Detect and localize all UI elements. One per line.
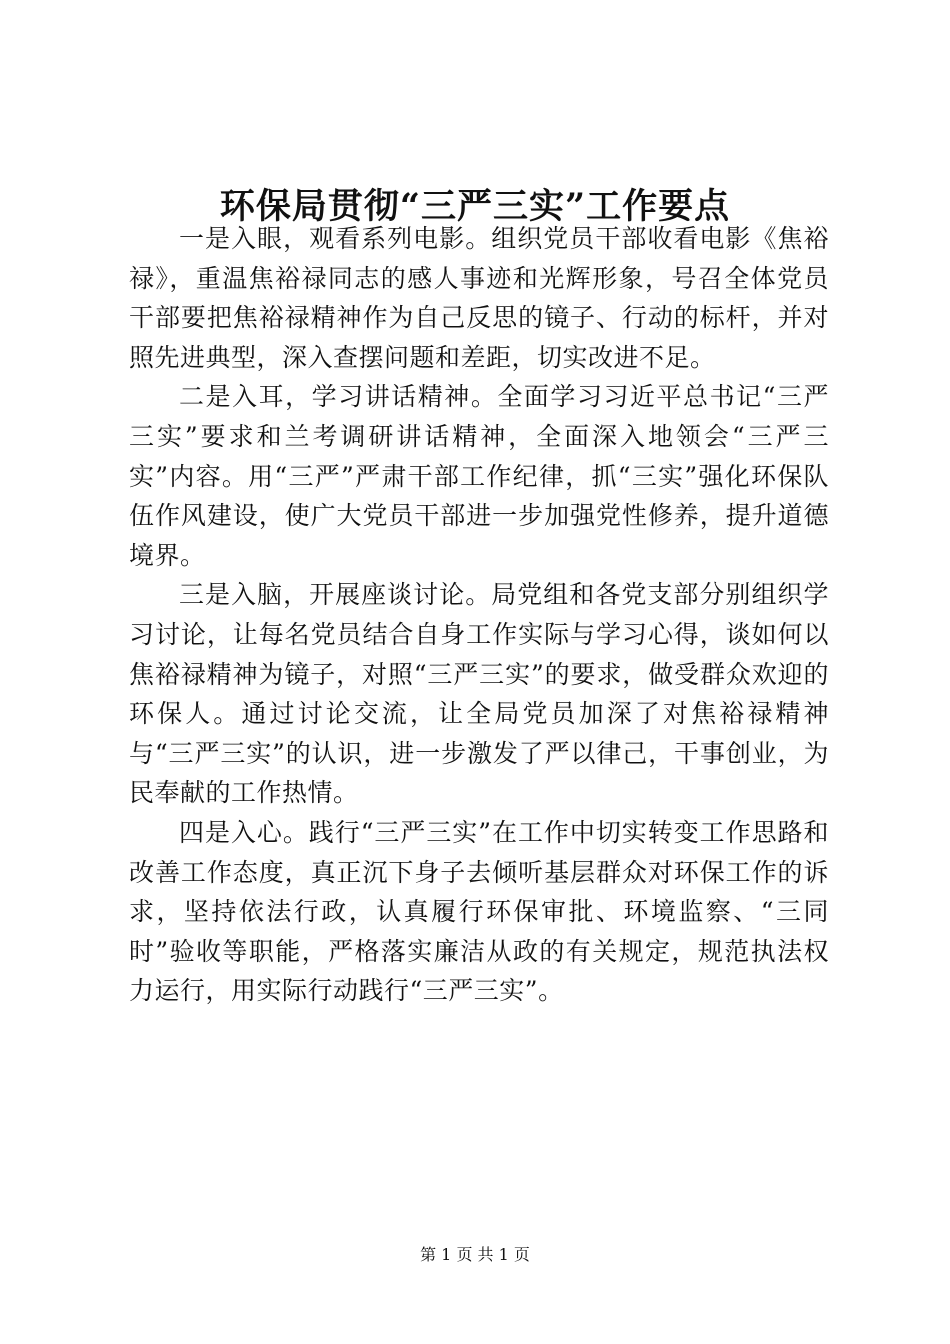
document-body (129, 219, 829, 1011)
paragraph-2: 二是入耳，学习讲话精神。全面学习习近平总书记“三严三实”要求和兰考调研讲话精神，全面深入地领会“三严三实”内容。用“三严”严肃干部工作纪律，抓“三实”强化环保队伍作风建设，使广大党员干部进一步加强党性修养，提升道德境界。 (129, 382, 829, 570)
paragraph-4: 四是入心。践行“三严三实”在工作中切实转变工作思路和改善工作态度，真正沉下身子去倾听基层群众对环保工作的诉求，坚持依法行政，认真履行环保审批、环境监察、“三同时”验收等职能，严格落实廉洁从政的有关规定，规范执法权力运行，用实际行动践行“三严三实”。 (129, 817, 829, 1006)
paragraph-1: 一是入眼，观看系列电影。组织党员干部收看电影《焦裕禄》，重温焦裕禄同志的感人事迹和光辉形象，号召全体党员干部要把焦裕禄精神作为自己反思的镜子、行动的标杆，并对照先进典型，深入查摆问题和差距，切实改进不足。 (129, 224, 829, 372)
paragraph-3: 三是入脑，开展座谈讨论。局党组和各党支部分别组织学习讨论，让每名党员结合自身工作实际与学习心得，谈如何以焦裕禄精神为镜子，对照“三严三实”的要求，做受群众欢迎的环保人。通过讨论交流，让全局党员加深了对焦裕禄精神与“三严三实”的认识，进一步激发了严以律己，干事创业，为民奉献的工作热情。 (129, 580, 829, 808)
page-footer: 第 1 页 共 1 页 (420, 1245, 530, 1264)
document-title: 环保局贯彻“三严三实”工作要点 (219, 186, 731, 227)
